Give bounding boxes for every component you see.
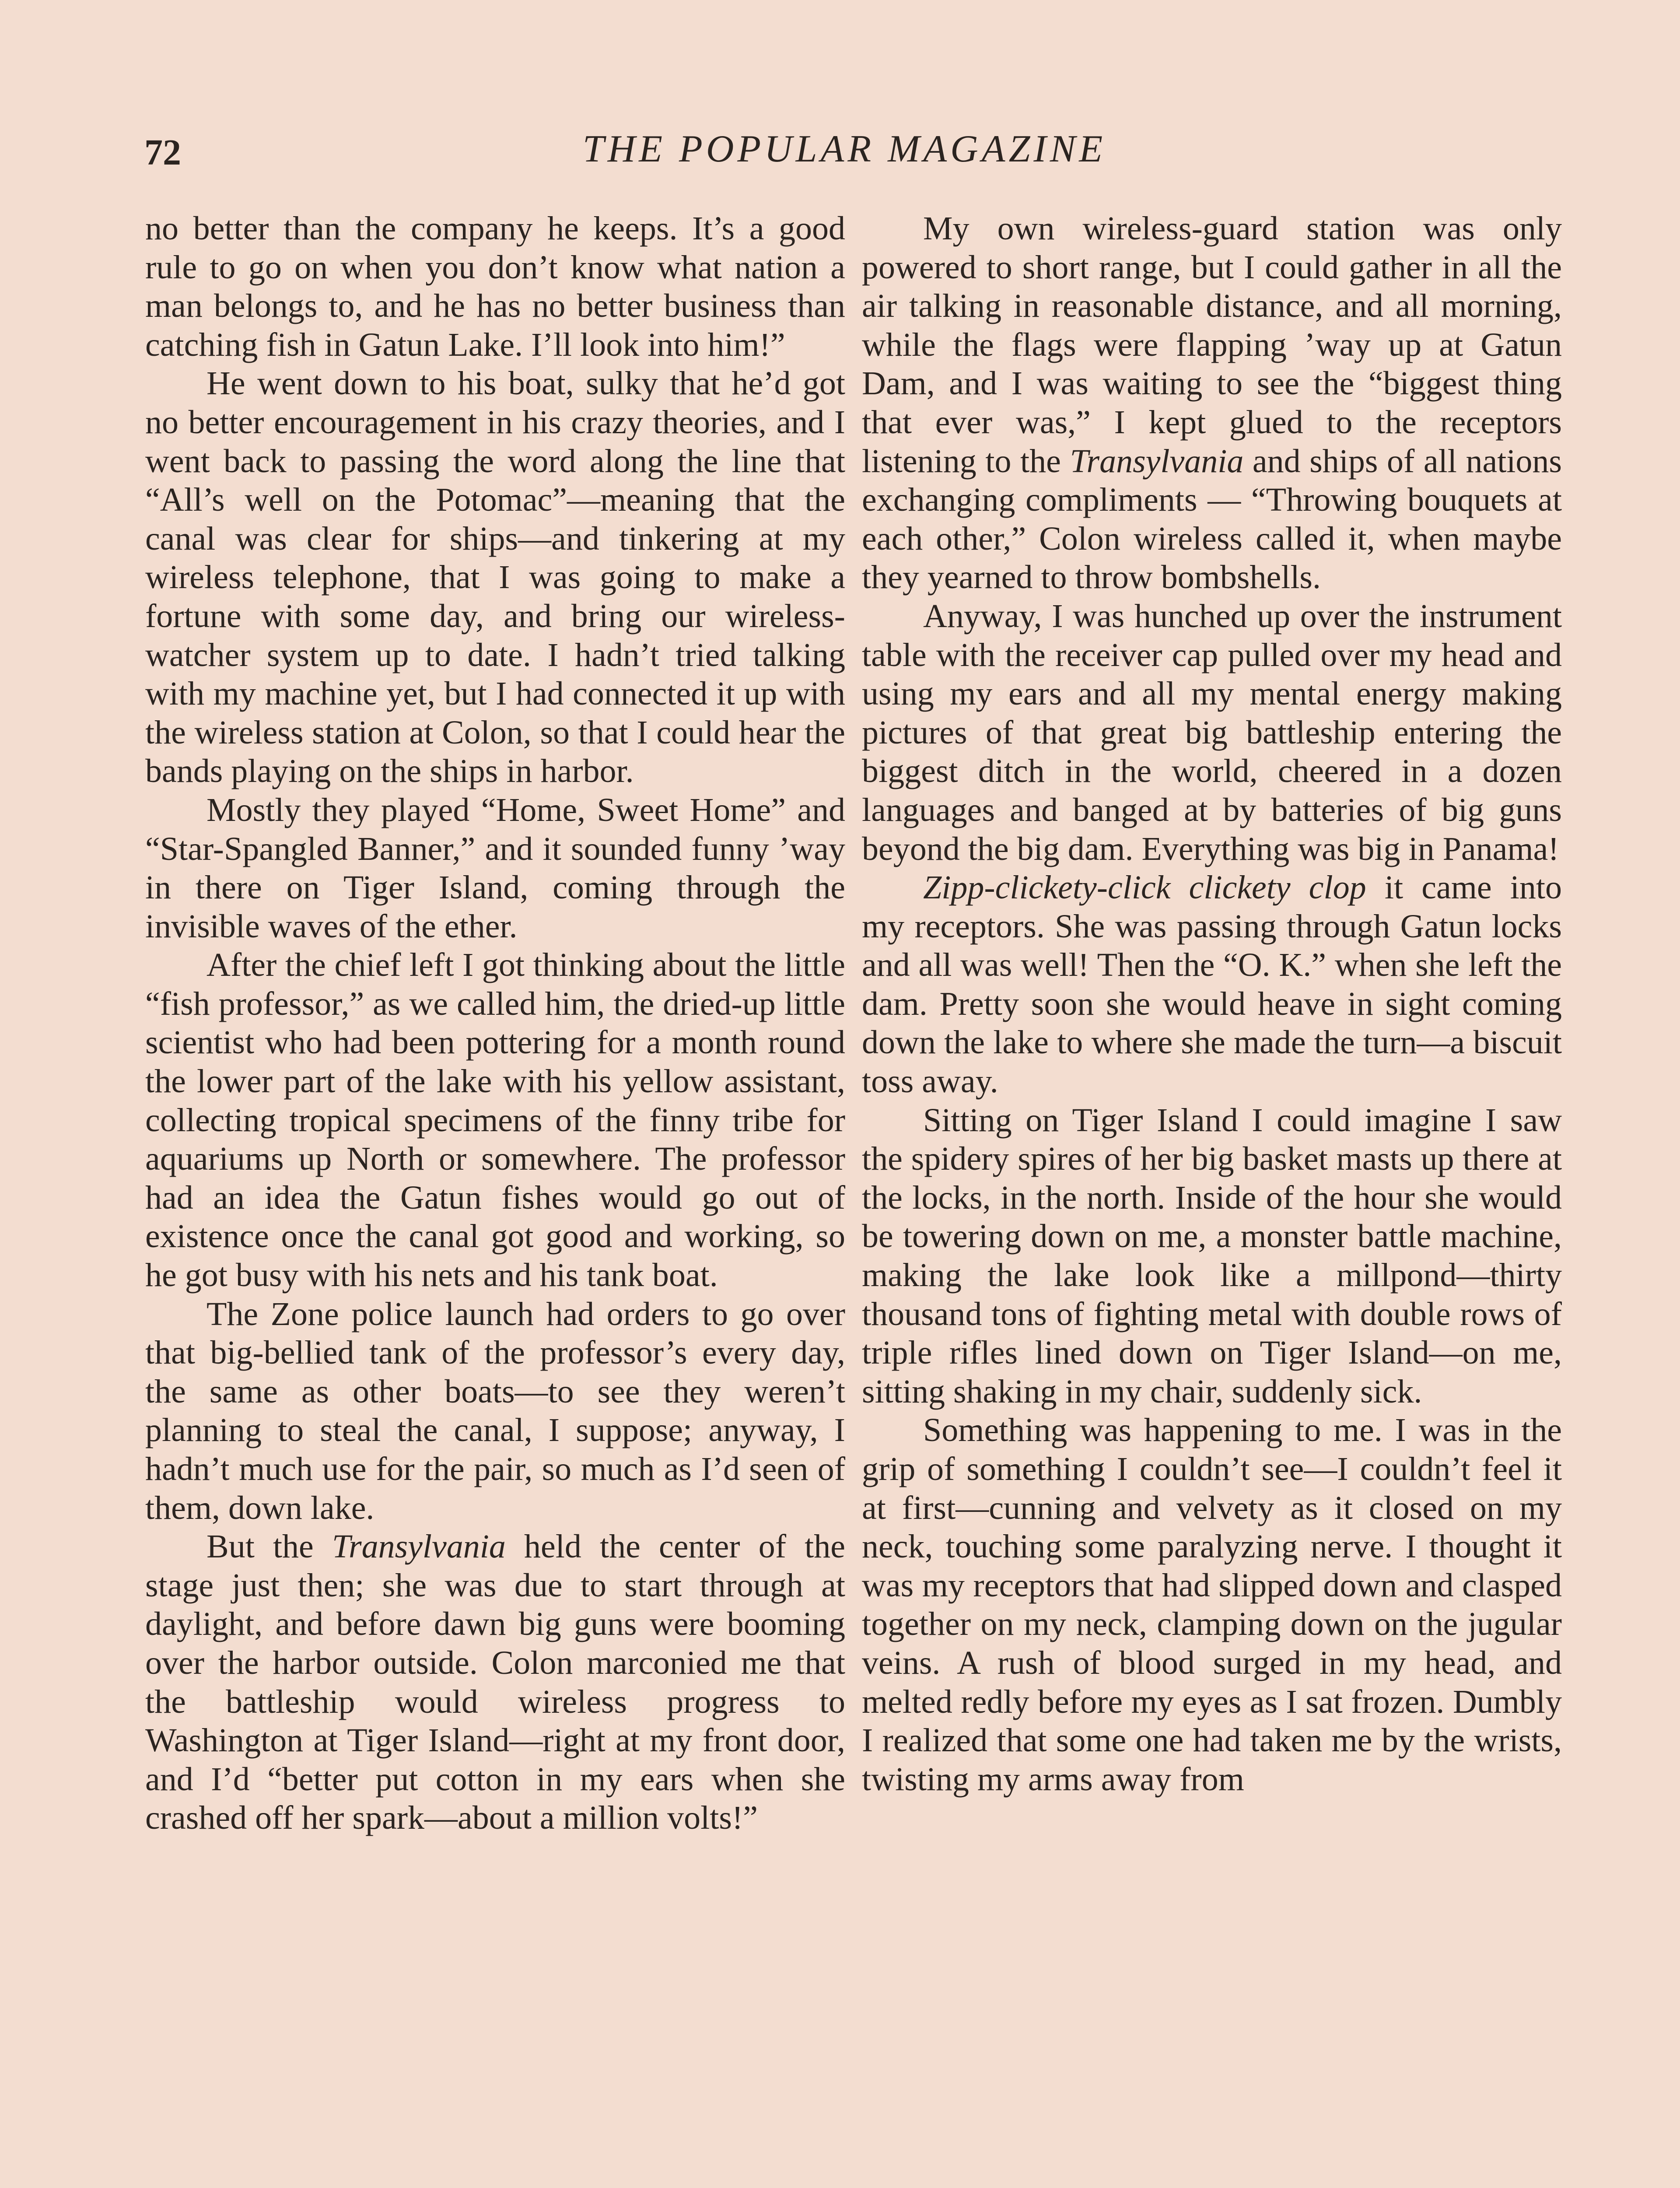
paragraph: no better than the company he keeps. It’s a good rule to go on when you don’t know what nation a man belongs to, and he has no better business than catching fish in Gatun Lake. I’ll look into him!” <box>145 210 845 363</box>
italic-phrase: Transylvania <box>1070 442 1244 480</box>
paragraph: Zipp-clickety-click clickety clop it came into my receptors. She was passing through Gatun locks and all was well! Then the “O. K.” when she left the dam. Pretty soon she would heave in sight coming down the lake to where she made the turn—a biscuit toss away. <box>862 869 1562 1100</box>
italic-phrase: Zipp-clickety-click clickety clop <box>923 869 1366 906</box>
paragraph: But the Transylvania held the center of the stage just then; she was due to start through at daylight, and before dawn big guns were booming over the harbor outside. Colon marconied me that the battleship would wireless progress to Washington at Tiger Island—right at my front door, and I’d “better put cotton in my ears when she crashed off her spark—about a million volts!” <box>145 1528 846 1837</box>
italic-phrase: Transylvania <box>332 1528 506 1565</box>
paragraph: Something was happening to me. I was in the grip of something I couldn’t see—I couldn’t feel it at first—cunning and velvety as it closed on my neck, touching some paralyzing nerve. I thought it was my receptors that had slipped down and clasped together on my neck, clamping down on the jugular veins. A rush of blood surged in my head, and melted redly before my eyes as I sat frozen. Dumbly I realized that some one had taken me by the wrists, twisting my arms away from <box>862 1412 1562 1798</box>
paragraph: My own wireless-guard station was only powered to short range, but I could gather in all the air talking in reasonable distance, and all morning, while the flags were flapping ’way up at Gatun Dam, and I was waiting to see the “biggest thing that ever was,” I kept glued to the receptors listening to the Transylvania and ships of all nations exchanging compliments — “Throwing bouquets at each other,” Colon wireless called it, when maybe they yearned to throw bombshells. <box>862 210 1562 596</box>
paragraph: Anyway, I was hunched up over the instrument table with the receiver cap pulled over my head and using my ears and all my mental energy making pictures of that great big battleship entering the biggest ditch in the world, cheered in a dozen languages and banged at by batteries of big guns beyond the big dam. Everything was big in Panama! <box>862 597 1562 867</box>
right-column <box>862 209 1562 1799</box>
left-column <box>145 209 845 1837</box>
paragraph: The Zone police launch had orders to go over that big-bellied tank of the professor’s every day, the same as other boats—to see they weren’t planning to steal the canal, I suppose; anyway, I hadn’t much use for the pair, so much as I’d seen of them, down lake. <box>145 1295 845 1526</box>
paragraph: After the chief left I got thinking about the little “fish professor,” as we called him, the dried-up little scientist who had been pottering for a month round the lower part of the lake with his yellow assistant, collecting tropical specimens of the finny tribe for aquariums up North or somewhere. The professor had an idea the Gatun fishes would go out of existence once the canal got good and working, so he got busy with his nets and his tank boat. <box>145 947 845 1294</box>
paragraph: Sitting on Tiger Island I could imagine I saw the spidery spires of her big basket masts up there at the locks, in the north. Inside of the hour she would be towering down on me, a monster battle machine, making the lake look like a millpond—thirty thousand tons of fighting metal with double rows of triple rifles lined down on Tiger Island—on me, sitting shaking in my chair, suddenly sick. <box>862 1101 1562 1410</box>
paragraph: Mostly they played “Home, Sweet Home” and “Star-Spangled Banner,” and it sounded funny ’way in there on Tiger Island, coming through the invisible waves of the ether. <box>145 791 845 945</box>
running-head: THE POPULAR MAGAZINE <box>582 128 1106 170</box>
paragraph: He went down to his boat, sulky that he’d got no better encouragement in his crazy theories, and I went back to passing the word along the line that “All’s well on the Potomac”—meaning that the canal was clear for ships—and tinkering at my wireless telephone, that I was going to make a fortune with some day, and bring our wireless-watcher system up to date. I hadn’t tried talking with my machine yet, but I had connected it up with the wireless station at Colon, so that I could hear the bands playing on the ships in harbor. <box>145 365 845 790</box>
page-number: 72 <box>144 132 181 173</box>
